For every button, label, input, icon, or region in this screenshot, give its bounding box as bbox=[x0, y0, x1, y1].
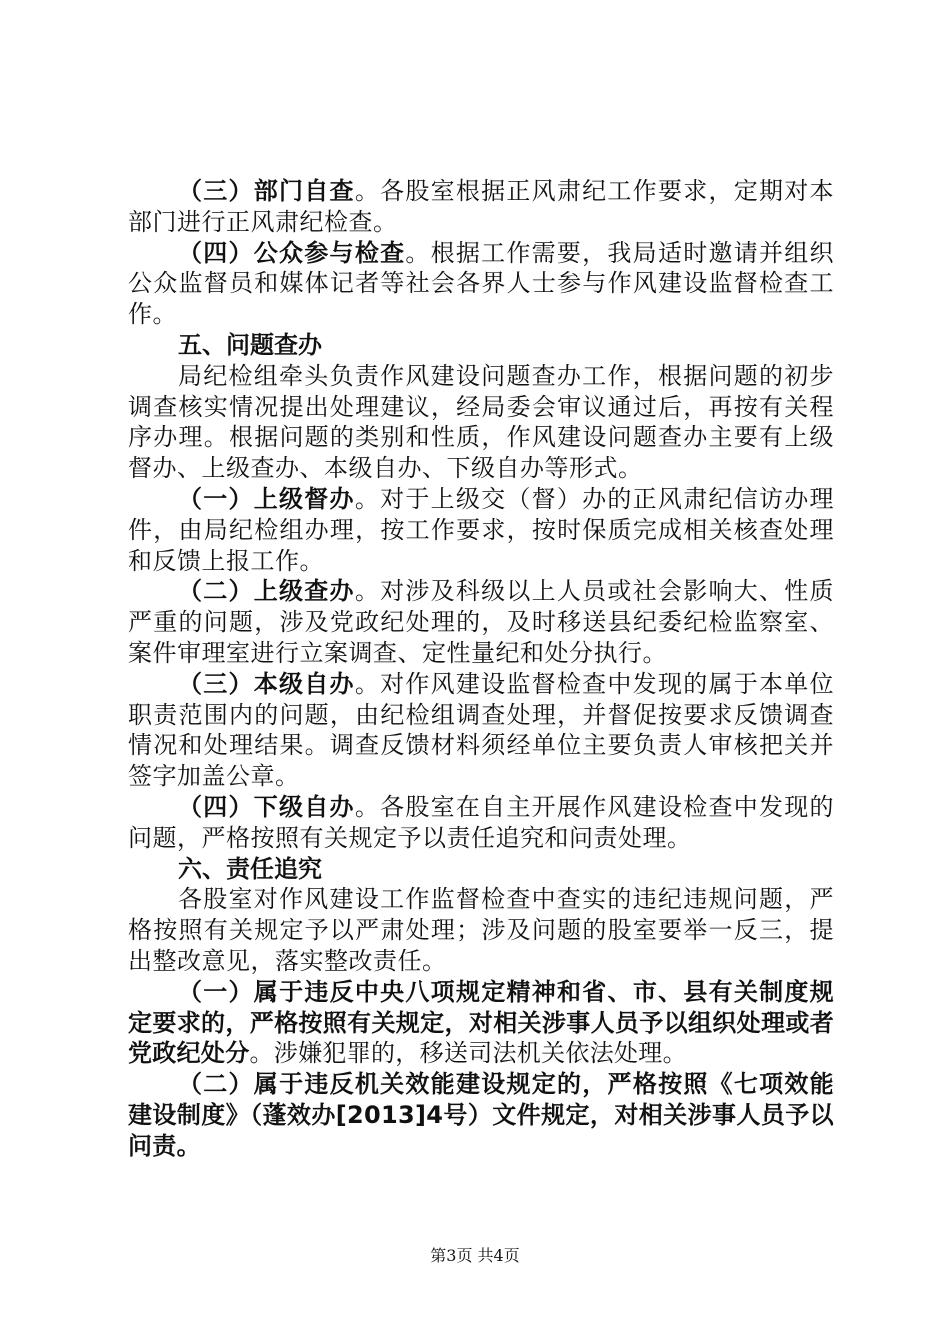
paragraph-text: 。对涉及科级以上人员或社会影响大、性质严重的问题，涉及党政纪处理的，及时移送县纪委纪检监察室、案件审理室进行立案调查、定性量纪和处分执行。 bbox=[128, 577, 835, 667]
paragraph-lead: （三）本级自办 bbox=[178, 669, 355, 698]
paragraph-efficiency-violation: （二）属于违反机关效能建设规定的，严格按照《七项效能建设制度》（蓬效办[2013]4号）文件规定，对相关涉事人员予以问责。 bbox=[128, 1070, 834, 1160]
paragraph-issue-handling: 局纪检组牵头负责作风建设问题查办工作，根据问题的初步调查核实情况提出处理建议，经局委会审议通过后，再按有关程序办理。根据问题的类别和性质，作风建设问题查办主要有上级督办、上级查办、本级自办、下级自办等形式。 bbox=[128, 361, 834, 483]
paragraph-text: 。涉嫌犯罪的，移送司法机关依法处理。 bbox=[249, 1039, 687, 1068]
section-heading-6: 六、责任追究 bbox=[178, 854, 322, 883]
paragraph-lead: （三）部门自查 bbox=[178, 177, 355, 205]
paragraph-local-handling bbox=[128, 669, 834, 792]
paragraph-lead: （四）下级自办 bbox=[178, 792, 355, 821]
paragraph-accountability: 各股室对作风建设工作监督检查中查实的违纪违规问题，严格按照有关规定予以严肃处理；涉及问题的股室要举一反三，提出整改意见，落实整改责任。 bbox=[128, 885, 834, 975]
paragraph-public-participation bbox=[128, 238, 834, 330]
page-number-footer: 第3页 共4页 bbox=[430, 1246, 520, 1265]
paragraph-lead: （一）上级督办 bbox=[178, 484, 355, 513]
paragraph-eight-rules-violation bbox=[128, 977, 834, 1069]
document-body bbox=[128, 176, 834, 1162]
paragraph-text: 。对作风建设监督检查中发现的属于本单位职责范围内的问题，由纪检组调查处理，并督促按要求反馈调查情况和处理结果。调查反馈材料须经单位主要负责人审核把关并签字加盖公章。 bbox=[128, 669, 835, 791]
paragraph-text: 。各股室根据正风肃纪工作要求，定期对本部门进行正风肃纪检查。 bbox=[128, 177, 835, 236]
paragraph-superior-supervision bbox=[128, 484, 834, 576]
paragraph-lead: （四）公众参与检查 bbox=[178, 238, 406, 267]
paragraph-subordinate-handling bbox=[128, 792, 834, 854]
paragraph-text: 。根据工作需要，我局适时邀请并组织公众监督员和媒体记者等社会各界人士参与作风建设监督检查工作。 bbox=[128, 238, 835, 329]
section-heading-5: 五、问题查办 bbox=[178, 330, 322, 359]
paragraph-text: 。对于上级交（督）办的正风肃纪信访办理件，由局纪检组办理，按工作要求，按时保质完成相关核查处理和反馈上报工作。 bbox=[128, 484, 835, 575]
paragraph-lead: （二）上级查办 bbox=[178, 577, 355, 606]
paragraph-department-self-check bbox=[128, 176, 834, 238]
paragraph-bold-text: （一）属于违反中央八项规定精神和省、市、县有关制度规定要求的，严格按照有关规定，对相关涉事人员予以组织处理或者党政纪处分 bbox=[128, 977, 834, 1068]
paragraph-text: 。各股室在自主开展作风建设检查中发现的问题，严格按照有关规定予以责任追究和问责处理。 bbox=[128, 792, 835, 852]
paragraph-superior-investigation bbox=[128, 576, 834, 668]
